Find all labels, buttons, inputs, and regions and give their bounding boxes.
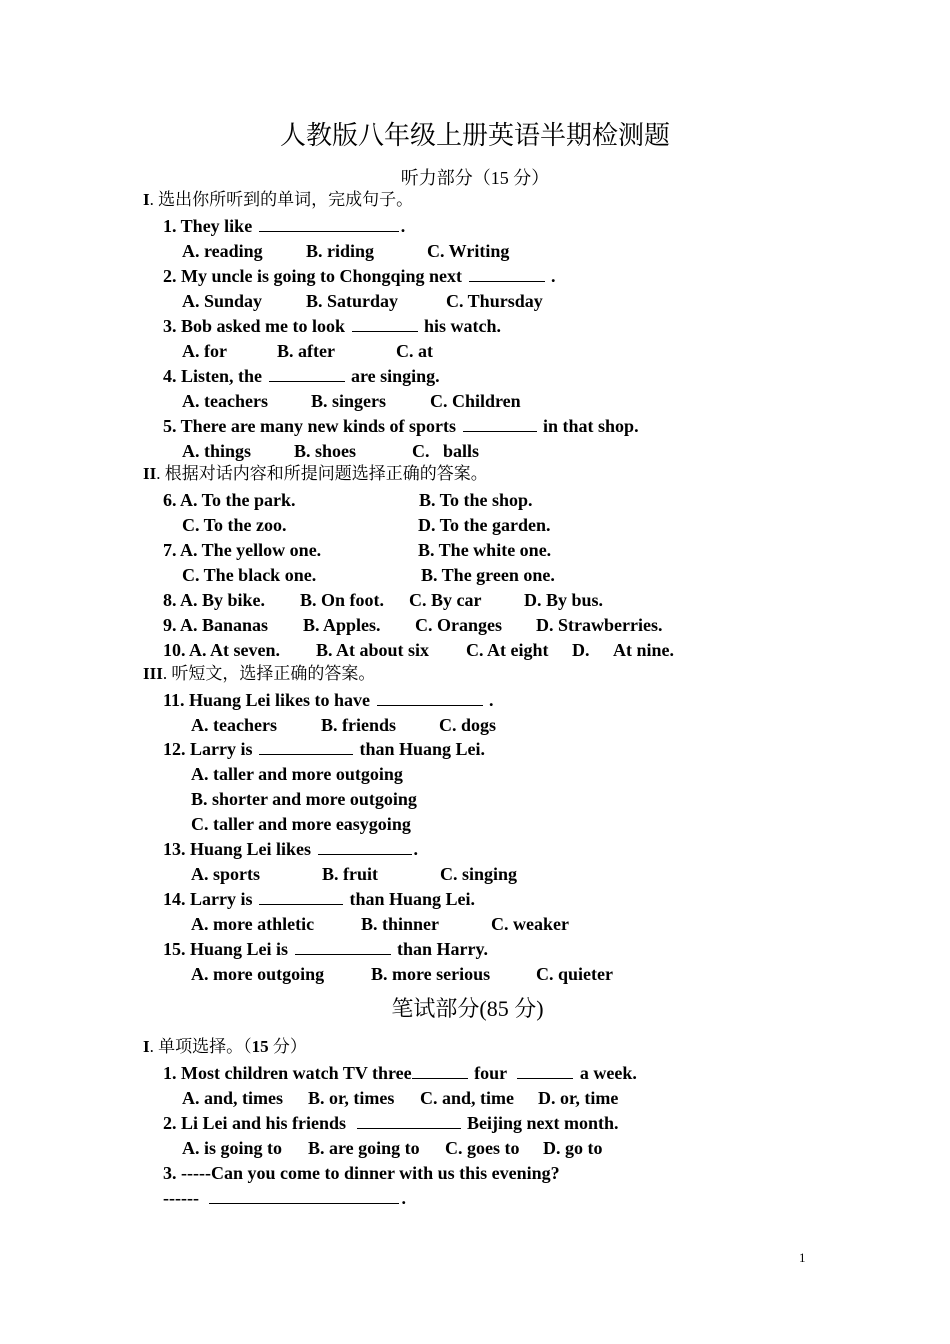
option-c[interactable]: C. balls — [412, 441, 480, 461]
question-stem: 1. They like — [163, 216, 257, 236]
option-d[interactable]: D. or, time — [538, 1088, 619, 1108]
question-end: than Harry. — [392, 939, 489, 959]
option-c[interactable]: C. Children — [430, 391, 521, 411]
option-b[interactable]: B. friends — [321, 715, 397, 735]
option-b[interactable]: B. thinner — [361, 914, 440, 934]
option-a[interactable]: A. for — [182, 341, 227, 361]
option-b[interactable]: B. after — [277, 341, 335, 361]
question-end: in that shop. — [538, 416, 639, 436]
option-b[interactable]: B. Apples. — [303, 615, 381, 635]
option-b[interactable]: B. riding — [306, 241, 375, 261]
question-2 — [163, 265, 556, 287]
answer-blank[interactable] — [259, 889, 343, 905]
option-12-a[interactable]: A. taller and more outgoing — [191, 764, 403, 784]
question-end: than Huang Lei. — [345, 889, 476, 909]
option-b[interactable]: B. To the shop. — [419, 490, 533, 510]
option-c[interactable]: C. Thursday — [446, 291, 543, 311]
section-number: I — [143, 1037, 150, 1056]
option-a[interactable]: A. teachers — [182, 391, 268, 411]
question-end: than Huang Lei. — [355, 739, 486, 759]
option-c[interactable]: C. Writing — [427, 241, 510, 261]
option-c[interactable]: C. weaker — [491, 914, 569, 934]
option-b[interactable]: B. fruit — [322, 864, 378, 884]
option-d[interactable]: D. go to — [543, 1138, 603, 1158]
page-title: 人教版八年级上册英语半期检测题 — [279, 121, 670, 150]
option-a[interactable]: A. is going to — [182, 1138, 283, 1158]
question-stem: 4. Listen, the — [163, 366, 267, 386]
question-end: . — [400, 216, 406, 236]
option-a[interactable]: A. more athletic — [191, 914, 315, 934]
option-c[interactable]: C. dogs — [439, 715, 497, 735]
section-number: III — [143, 664, 163, 683]
option-b[interactable]: B. are going to — [308, 1138, 420, 1158]
answer-blank[interactable] — [318, 839, 412, 855]
question-stem: 3. Bob asked me to look — [163, 316, 350, 336]
section-score: 15 — [251, 1037, 269, 1056]
option-a[interactable]: 7. A. The yellow one. — [163, 540, 322, 560]
option-a[interactable]: A. more outgoing — [191, 964, 325, 984]
section-heading-1 — [143, 189, 413, 211]
option-c[interactable]: C. At eight — [466, 640, 549, 660]
question-13 — [163, 838, 418, 860]
question-1 — [163, 215, 405, 237]
answer-blank[interactable] — [259, 739, 353, 755]
option-a[interactable]: A. things — [182, 441, 252, 461]
option-b[interactable]: B. singers — [311, 391, 387, 411]
option-c[interactable]: C. quieter — [536, 964, 613, 984]
option-a[interactable]: A. Sunday — [182, 291, 263, 311]
section-instruction: . 听短文，选择正确的答案。 — [162, 664, 376, 683]
question-end: a week. — [575, 1063, 637, 1083]
answer-blank[interactable] — [357, 1113, 461, 1129]
question-15 — [163, 938, 488, 960]
question-5 — [163, 415, 639, 437]
option-c[interactable]: C. The black one. — [182, 565, 317, 585]
question-end: Beijing next month. — [462, 1113, 619, 1133]
question-12 — [163, 738, 485, 760]
listening-heading: 听力部分（15 分） — [400, 168, 550, 188]
answer-blank[interactable] — [517, 1063, 573, 1079]
option-b[interactable]: B. Saturday — [306, 291, 399, 311]
answer-blank[interactable] — [463, 416, 537, 432]
question-end: . — [546, 266, 556, 286]
written-question-1 — [163, 1062, 637, 1084]
section-instruction: . 选出你所听到的单词，完成句子。 — [149, 190, 414, 209]
section-heading-4 — [143, 1036, 307, 1058]
section-number: II — [143, 464, 157, 483]
question-14 — [163, 888, 475, 910]
option-c[interactable]: C. singing — [440, 864, 518, 884]
section-heading-2 — [143, 463, 488, 485]
option-a[interactable]: 9. A. Bananas — [163, 615, 269, 635]
section-instruction: . 单项选择。（ — [149, 1037, 252, 1056]
section-number: I — [143, 190, 150, 209]
question-4 — [163, 365, 440, 387]
answer-blank[interactable] — [377, 690, 483, 706]
option-d[interactable]: D. Strawberries. — [536, 615, 663, 635]
answer-blank[interactable] — [209, 1188, 399, 1204]
option-d[interactable]: D. — [572, 640, 590, 660]
question-stem: 1. Most children watch TV three — [163, 1063, 412, 1083]
question-stem: 5. There are many new kinds of sports — [163, 416, 461, 436]
answer-blank[interactable] — [295, 939, 391, 955]
question-stem: 13. Huang Lei likes — [163, 839, 316, 859]
option-d[interactable]: D. To the garden. — [418, 515, 551, 535]
option-c[interactable]: C. at — [396, 341, 433, 361]
question-11 — [163, 689, 494, 711]
option-a[interactable]: A. and, times — [182, 1088, 284, 1108]
section-instruction: . 根据对话内容和所提问题选择正确的答案。 — [156, 464, 488, 483]
answer-blank[interactable] — [352, 316, 418, 332]
question-3 — [163, 315, 501, 337]
option-c[interactable]: C. goes to — [445, 1138, 520, 1158]
option-c[interactable]: C. and, time — [420, 1088, 514, 1108]
reply-dashes: ------ — [163, 1188, 204, 1208]
option-d-text: At nine. — [613, 640, 675, 660]
option-a[interactable]: 6. A. To the park. — [163, 490, 296, 510]
section-instruction-end: 分） — [268, 1037, 307, 1056]
option-b[interactable]: B. or, times — [308, 1088, 395, 1108]
option-c[interactable]: C. To the zoo. — [182, 515, 287, 535]
question-end: are singing. — [346, 366, 440, 386]
option-a[interactable]: 10. A. At seven. — [163, 640, 280, 660]
question-stem: 2. Li Lei and his friends — [163, 1113, 351, 1133]
question-stem: 11. Huang Lei likes to have — [163, 690, 375, 710]
option-d[interactable]: D. By bus. — [524, 590, 604, 610]
answer-blank[interactable] — [259, 216, 399, 232]
question-stem: 14. Larry is — [163, 889, 257, 909]
question-end: . — [401, 1188, 406, 1208]
option-c[interactable]: C. By car — [409, 590, 482, 610]
option-a[interactable]: 8. A. By bike. — [163, 590, 266, 610]
option-b[interactable]: B. On foot. — [300, 590, 385, 610]
option-a[interactable]: A. sports — [191, 864, 261, 884]
section-heading-3 — [143, 663, 375, 685]
option-d[interactable]: B. The green one. — [421, 565, 555, 585]
question-mid: four — [469, 1063, 512, 1083]
answer-blank[interactable] — [412, 1063, 468, 1079]
option-b[interactable]: B. The white one. — [418, 540, 552, 560]
option-12-c[interactable]: C. taller and more easygoing — [191, 814, 411, 834]
option-b[interactable]: B. shoes — [294, 441, 357, 461]
question-stem: 15. Huang Lei is — [163, 939, 293, 959]
question-end: . — [413, 839, 419, 859]
option-a[interactable]: A. reading — [182, 241, 263, 261]
page-number: 1 — [799, 1250, 806, 1265]
written-question-3-reply — [163, 1187, 406, 1209]
question-end: his watch. — [419, 316, 502, 336]
question-stem: 2. My uncle is going to Chongqing next — [163, 266, 467, 286]
answer-blank[interactable] — [469, 266, 545, 282]
answer-blank[interactable] — [269, 366, 345, 382]
option-12-b[interactable]: B. shorter and more outgoing — [191, 789, 417, 809]
question-end: . — [484, 690, 494, 710]
option-b[interactable]: B. more serious — [371, 964, 491, 984]
option-c[interactable]: C. Oranges — [415, 615, 502, 635]
question-stem: 12. Larry is — [163, 739, 257, 759]
written-question-2 — [163, 1112, 619, 1134]
option-b[interactable]: B. At about six — [316, 640, 430, 660]
written-question-3: 3. -----Can you come to dinner with us this evening? — [163, 1163, 560, 1183]
option-a[interactable]: A. teachers — [191, 715, 277, 735]
written-heading: 笔试部分(85 分) — [391, 996, 544, 1021]
